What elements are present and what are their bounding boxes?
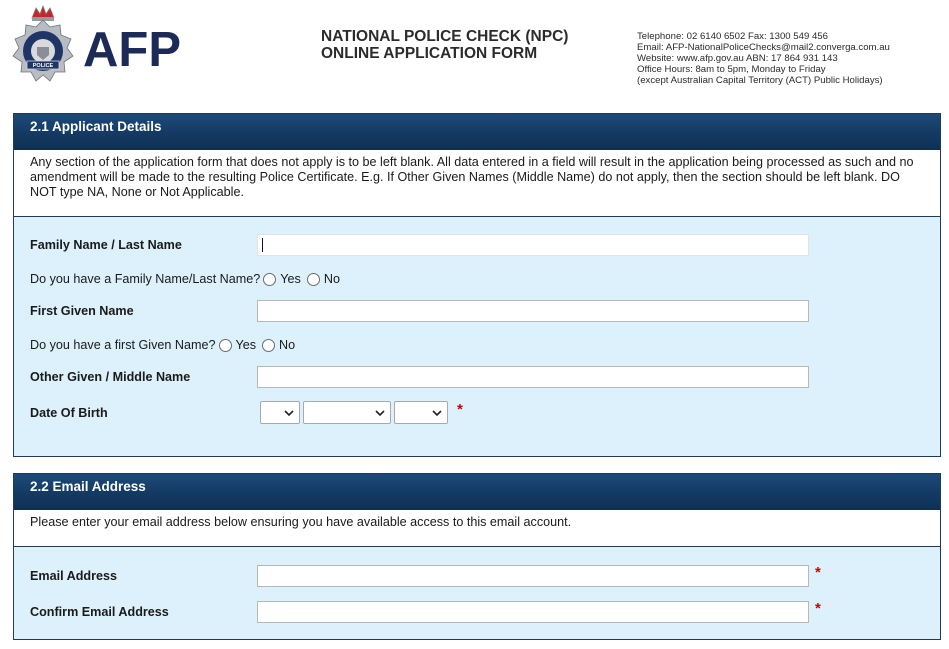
first-given-name-label: First Given Name xyxy=(30,304,134,318)
has-family-name-no-radio[interactable] xyxy=(307,273,320,286)
police-badge-icon xyxy=(10,4,76,84)
applicant-details-form xyxy=(14,217,940,456)
has-family-name-yes-label[interactable]: Yes xyxy=(280,272,301,286)
dob-month-select[interactable] xyxy=(303,401,391,424)
email-required-mark: * xyxy=(815,564,821,581)
contact-phone: Telephone: 02 6140 6502 Fax: 1300 549 456 xyxy=(637,31,828,42)
dob-required-mark: * xyxy=(457,401,463,418)
family-name-label: Family Name / Last Name xyxy=(30,238,182,252)
has-first-given-text: Do you have a first Given Name? xyxy=(30,338,216,352)
has-family-name-yes-radio[interactable] xyxy=(263,273,276,286)
afp-logo-text: AFP xyxy=(83,23,181,77)
email-address-section xyxy=(13,473,941,640)
contact-email: Email: AFP-NationalPoliceChecks@mail2.converga.com.au xyxy=(637,42,890,53)
contact-holidays: (except Australian Capital Territory (ACT) Public Holidays) xyxy=(637,75,883,86)
first-given-name-input[interactable] xyxy=(257,300,809,322)
family-name-input[interactable] xyxy=(257,234,809,256)
applicant-details-section xyxy=(13,113,941,457)
applicant-details-intro: Any section of the application form that does not apply is to be left blank. All data entered in a field will result in the application being processed as such and no amendment will be made to the resulting Police Certificate. E.g. If Other Given Names (Middle Name) do not apply, then the section should be left blank. DO NOT type NA, None or Not Applicable. xyxy=(14,150,940,217)
has-family-name-text: Do you have a Family Name/Last Name? xyxy=(30,272,261,286)
has-first-given-no-label[interactable]: No xyxy=(279,338,296,352)
afp-logo xyxy=(10,4,181,84)
confirm-email-input[interactable] xyxy=(257,601,809,623)
text-caret xyxy=(262,238,263,252)
contact-website: Website: www.afp.gov.au ABN: 17 864 931 143 xyxy=(637,53,838,64)
other-given-name-label: Other Given / Middle Name xyxy=(30,370,191,384)
has-first-given-no-radio[interactable] xyxy=(262,339,275,352)
applicant-details-heading: 2.1 Applicant Details xyxy=(14,114,940,150)
chevron-down-icon xyxy=(284,408,294,418)
has-first-given-yes-radio[interactable] xyxy=(219,339,232,352)
other-given-name-input[interactable] xyxy=(257,366,809,388)
form-title xyxy=(321,28,568,62)
contact-hours: Office Hours: 8am to 5pm, Monday to Friday xyxy=(637,64,826,75)
date-of-birth-label: Date Of Birth xyxy=(30,406,108,420)
chevron-down-icon xyxy=(375,408,385,418)
form-title-line1: NATIONAL POLICE CHECK (NPC) xyxy=(321,28,569,45)
email-address-heading: 2.2 Email Address xyxy=(14,474,940,510)
form-title-line2: ONLINE APPLICATION FORM xyxy=(321,45,538,62)
confirm-email-label: Confirm Email Address xyxy=(30,605,169,619)
dob-year-select[interactable] xyxy=(394,401,448,424)
confirm-email-required-mark: * xyxy=(815,600,821,617)
contact-info xyxy=(637,31,890,86)
has-first-given-yes-label[interactable]: Yes xyxy=(235,338,257,352)
has-family-name-question xyxy=(30,272,343,286)
email-address-label: Email Address xyxy=(30,569,118,583)
badge-banner-text: POLICE xyxy=(32,63,54,69)
has-family-name-no-label[interactable]: No xyxy=(323,272,340,286)
email-address-intro: Please enter your email address below ensuring you have available access to this email account. xyxy=(14,510,940,547)
email-address-form xyxy=(14,547,940,639)
chevron-down-icon xyxy=(432,408,442,418)
email-address-input[interactable] xyxy=(257,565,809,587)
has-first-given-question xyxy=(30,338,298,352)
page-header xyxy=(0,0,949,100)
dob-day-select[interactable] xyxy=(260,401,300,424)
